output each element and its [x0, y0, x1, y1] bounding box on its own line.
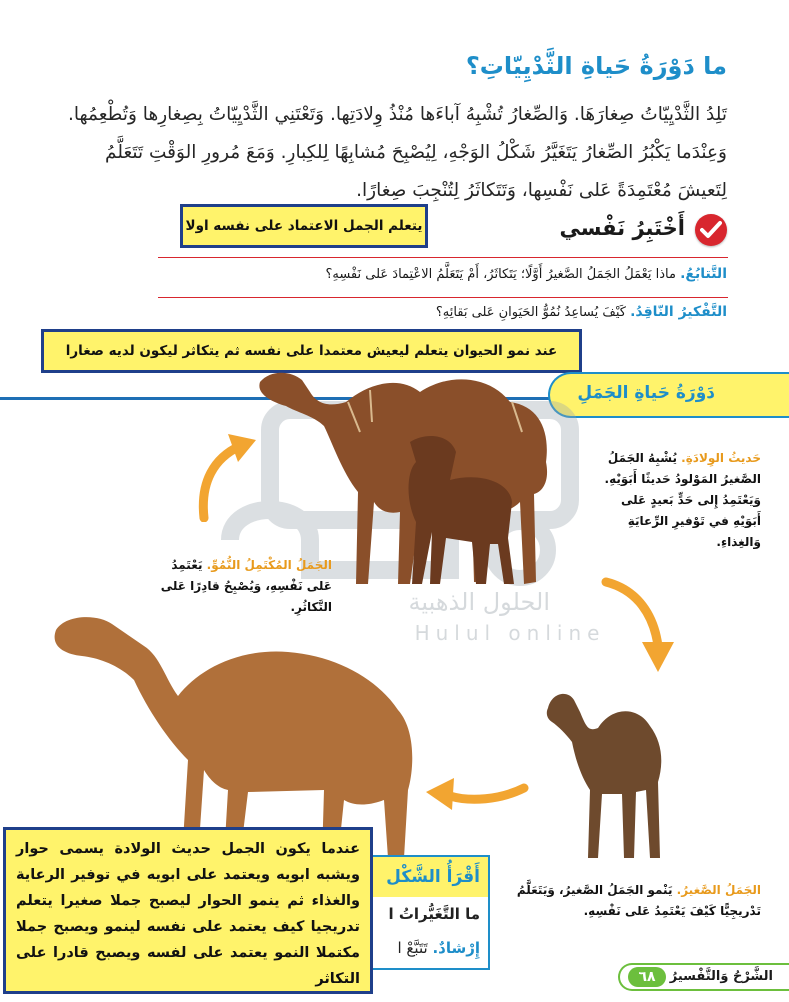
cycle-arrow-icon [190, 432, 260, 522]
question-2-text: كَيْفَ يُساعِدُ نُمُوُّ الحَيَوانِ عَلى بَقائِهِ؟ [435, 305, 626, 320]
divider-2 [158, 297, 728, 298]
read-figure-heading: أَقْرَأُ الشَّكْل [372, 857, 488, 897]
caption-young-text: يَنْمو الجَمَلُ الصَّغيرُ، وَيَتَعَلَّمُ تَدْريجِيًّا كَيْفَ يَعْتَمِدُ عَلى نَفْسِهِ. [516, 883, 761, 918]
caption-young-label: الجَمَلُ الصَّغيرُ. [676, 883, 761, 897]
self-test-heading: أَخْتَبِرُ نَفْسي [559, 216, 685, 240]
caption-young [501, 880, 761, 922]
cycle-arrow-icon [598, 576, 678, 676]
caption-newborn-text: يُشْبِهُ الجَمَلُ الصَّغيرُ المَوْلودُ حَديثًا أَبَوَيْهِ. وَيَعْتَمِدُ إِلى حَدٍّ بَعيدٍ عَلى أَبَوَيْهِ في تَوْفيرِ الرِّعايَةِ وَالغِذاءِ. [604, 451, 761, 549]
footer-section [618, 963, 789, 991]
question-1-label: التَّتابُعُ. [680, 266, 727, 282]
question-1-text: ماذا يَعْمَلُ الجَمَلُ الصَّغيرُ أَوَّلًا؛ يَتَكاثَرُ، أَمْ يَتَعَلَّمُ الاعْتِمادَ عَلى نَفْسِهِ؟ [325, 267, 676, 282]
intro-paragraph: تَلِدُ الثَّدْيِيّاتُ صِغارَهَا. وَالصِّغارُ تُشْبِهُ آباءَها مُنْذُ وِلادَتِها. وَتَعْتَنِي الثَّدْيِيّاتُ بِصِغارِها وَتُطْعِمُها. وَعِنْدَما يَكْبُرُ الصِّغارُ يَتَغَيَّرُ شَكْلُ الوَجْهِ، لِيُصْبِحَ مُشابِهًا لِلكِبارِ. وَمَعَ مُرورِ الوَقْتِ تَتَعَلَّمُ لِتَعيشَ مُعْتَمِدَةً عَلى نَفْسِها، وَتَتَكاثَرُ لِتُنْجِبَ صِغارًا. [68, 104, 727, 201]
read-figure-hint [398, 939, 481, 957]
answer-note-2: عند نمو الحيوان يتعلم ليعيش معتمدا على نفسه ثم يتكاثر ليكون لديه صغارا [41, 329, 582, 373]
caption-mature-text: يَعْتَمِدُ عَلى نَفْسِهِ، وَيُصْبِحُ قادِرًا عَلى التَّكاثُرِ. [160, 558, 332, 614]
question-2 [127, 304, 727, 320]
cycle-arrow-icon [420, 760, 530, 820]
hint-label: إِرْشادٌ. [432, 939, 480, 957]
divider-1 [158, 257, 728, 258]
watermark-latin: Hulul online [414, 621, 606, 645]
page-number: ٦٨ [628, 967, 666, 987]
caption-mature-label: الجَمَلُ المُكْتَمِلُ النُّمُوِّ. [206, 558, 332, 572]
read-figure-question: ما التَّغَيُّراتُ ا [388, 905, 480, 923]
read-figure-box [372, 855, 490, 970]
answer-note-3: عندما يكون الجمل حديث الولادة يسمى حوار ويشبه ابويه ويعتمد على ابويه في توفير الرعاية والغذاء ثم ينمو الحوار ليصبح جملا صغيرا يتعلم تدريجيا كيف يعتمد على نفسه لينمو ويصبح جملا مكتملا النمو يعتمد على لفسه ويصبح قادرا على التكاثر [3, 827, 373, 994]
check-icon [695, 214, 727, 246]
hint-text: تَتَبَّعْ ا [397, 939, 428, 957]
caption-newborn-label: حَديثُ الوِلادَةِ. [681, 451, 761, 465]
question-2-label: التَّفْكيرُ النّاقِدُ. [630, 304, 727, 320]
watermark-arabic: الحلول الذهبية [408, 588, 550, 616]
caption-newborn [591, 448, 761, 553]
answer-note-1: يتعلم الجمل الاعتماد على نفسه اولا [180, 204, 428, 248]
adult-camel-image [48, 600, 428, 860]
question-1 [127, 266, 727, 282]
young-camel-image [538, 682, 670, 862]
section-title: دَوْرَةُ حَياةِ الجَمَلِ [577, 383, 715, 403]
page-title: ما دَوْرَةُ حَياةِ الثَّدْيِيّاتِ؟ [465, 52, 727, 80]
section-badge [548, 372, 789, 418]
caption-mature [150, 555, 332, 618]
footer-label: الشَّرْحُ وَالتَّفْسيرُ [669, 969, 773, 984]
